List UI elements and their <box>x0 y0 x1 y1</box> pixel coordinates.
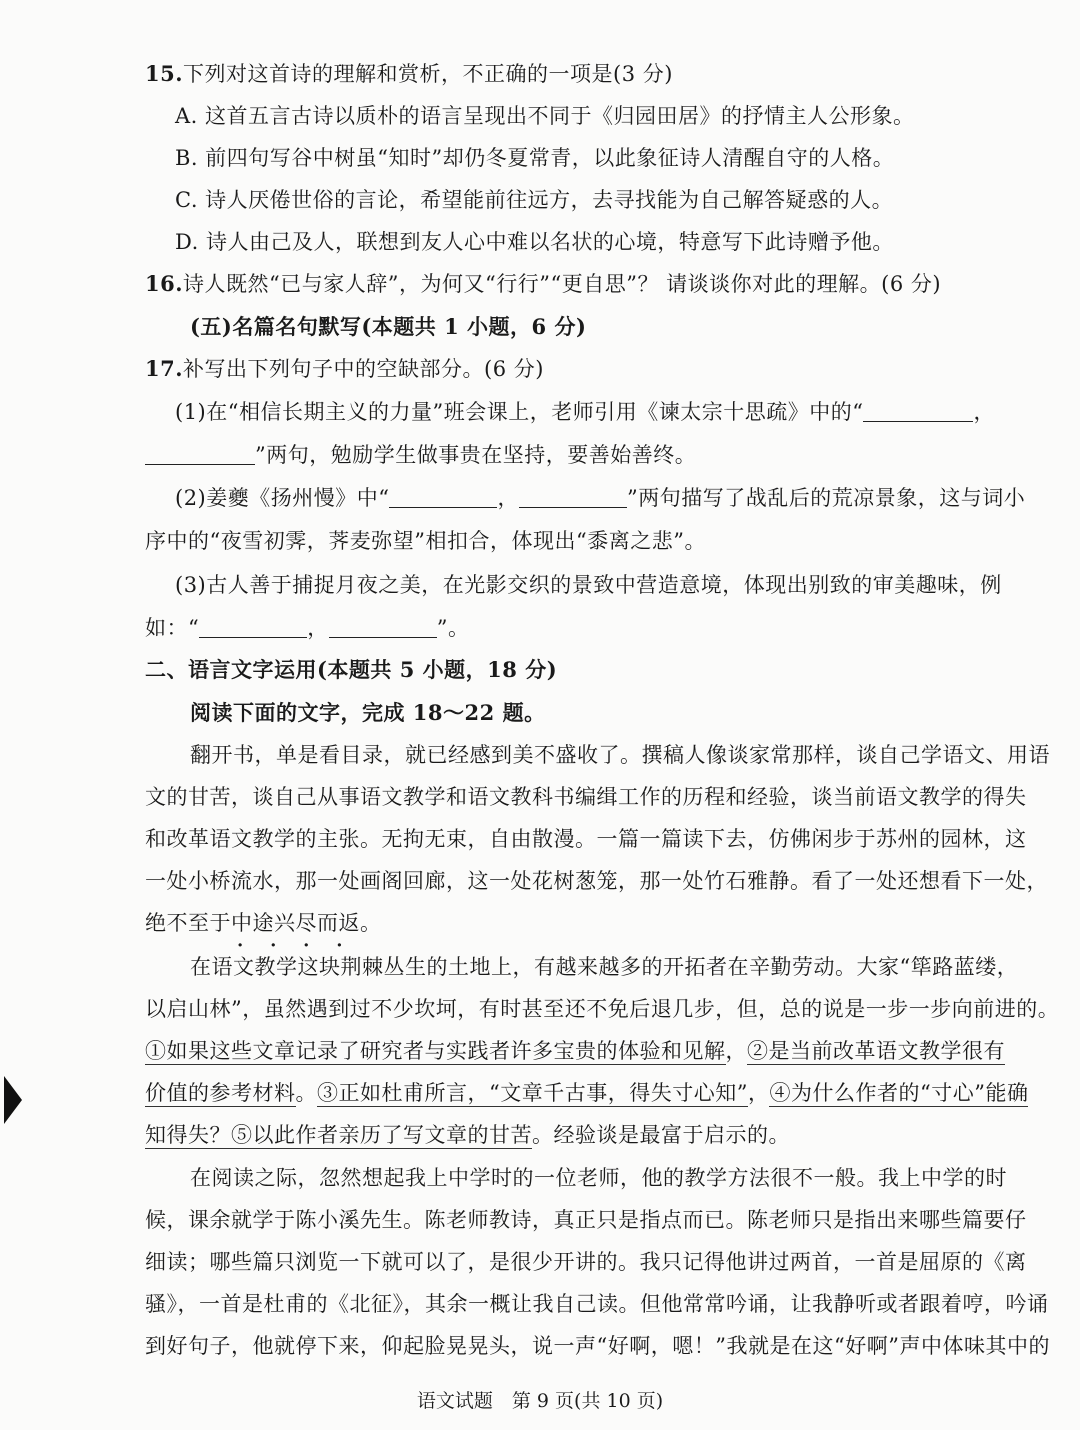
passage-p1-line5 <box>145 908 1025 938</box>
comma-2: ， <box>747 1081 770 1105</box>
q17-item3-text: 如：“ <box>145 616 200 640</box>
q17-item1-line2 <box>145 440 1025 470</box>
passage-p2-line2: 以启山林”，虽然遇到过不少坎坷，有时甚至还不免后退几步，但，总的说是一步一步向前进的。 <box>145 997 1060 1021</box>
q17-item3-line2 <box>145 613 1025 643</box>
page-marker-triangle-icon <box>4 1076 22 1124</box>
q17-item1-comma: ， <box>973 400 995 424</box>
passage-p1-line4: 一处小桥流水，那一处画阁回廊，这一处花树葱笼，那一处竹石雅静。看了一处还想看下一处， <box>145 869 1048 893</box>
passage-p1-line1: 翻开书，单是看目录，就已经感到美不盛收了。撰稿人像谈家常那样，谈自己学语文、用语 <box>190 743 1050 767</box>
q17-item1-text2: ”两句，勉励学生做事贵在坚持，要善始善终。 <box>255 443 697 467</box>
passage-p3-line1: 在阅读之际，忽然想起我上中学时的一位老师，他的教学方法很不一般。我上中学的时 <box>190 1166 1007 1190</box>
underlined-sentence-2a: ②是当前改革语文教学很有 <box>747 1039 1005 1063</box>
q17-blank-3 <box>389 485 497 508</box>
part2-title: 二、语言文字运用(本题共 5 小题，18 分) <box>145 657 558 682</box>
passage-p1-line2: 文的甘苦，谈自己从事语文教学和语文教科书编缉工作的历程和经验，谈当前语文教学的得失 <box>145 785 1027 809</box>
passage-p2-line1: 在语文教学这块荆棘丛生的土地上，有越来越多的开拓者在辛勤劳动。大家“筚路蓝缕， <box>190 955 1019 979</box>
q17-number: 17. <box>145 356 184 381</box>
q16-number: 16. <box>145 271 184 296</box>
q17-stem: 补写出下列句子中的空缺部分。(6 分) <box>183 357 544 381</box>
q17-blank-2 <box>145 442 255 465</box>
underlined-sentence-4b: 知得失？ <box>145 1123 231 1147</box>
q17-blank-1 <box>863 399 973 422</box>
q17-stem-line <box>145 354 1025 384</box>
q15-option-c: C. 诗人厌倦世俗的言论，希望能前往远方，去寻找能为自己解答疑惑的人。 <box>175 188 894 212</box>
passage-p3-line4: 骚》，一首是杜甫的《北征》，其余一概让我自己读。但他常常吟诵，让我静听或者跟着哼，吟诵 <box>145 1292 1049 1316</box>
underlined-sentence-1: ①如果这些文章记录了研究者与实践者许多宝贵的体验和见解 <box>145 1039 726 1063</box>
q15-stem: 下列对这首诗的理解和赏析，不正确的一项是(3 分) <box>183 62 673 86</box>
comma-1: ， <box>725 1039 747 1063</box>
part2-instruction: 阅读下面的文字，完成 18～22 题。 <box>190 700 546 725</box>
q17-item1-line1 <box>175 397 1055 427</box>
q17-item2-line1 <box>175 483 1055 513</box>
page-footer: 语文试题 第 9 页(共 10 页) <box>416 1390 664 1412</box>
passage-p2-end: 。经验谈是最富于启示的。 <box>532 1123 790 1147</box>
underlined-sentence-2b: 价值的参考材料 <box>145 1081 296 1105</box>
passage-p1-line5-start: 绝不至于 <box>145 911 231 935</box>
section5-title: (五)名篇名句默写(本题共 1 小题，6 分) <box>190 314 587 339</box>
q15-option-b: B. 前四句写谷中树虽“知时”却仍冬夏常青，以此象征诗人清醒自守的人格。 <box>175 146 895 170</box>
q16-stem: 诗人既然“已与家人辞”，为何又“行行”“更自思”？ 请谈谈你对此的理解。(6 分) <box>183 272 942 296</box>
q17-item2-comma: ， <box>497 486 519 510</box>
q17-blank-4 <box>519 485 627 508</box>
q17-item3-end: ”。 <box>436 616 470 640</box>
stop-1: 。 <box>295 1081 317 1105</box>
underlined-sentence-4a: ④为什么作者的“寸心”能确 <box>769 1081 1029 1105</box>
passage-p2-line3 <box>145 1036 1025 1066</box>
q17-item2-text2: ”两句描写了战乱后的荒凉景象，这与词小 <box>626 486 1026 510</box>
q17-blank-6 <box>329 615 437 638</box>
q15-number: 15. <box>145 61 184 86</box>
q17-item3-comma: ， <box>307 616 329 640</box>
passage-p1-line5-end: 而返。 <box>317 911 382 935</box>
q17-item2-text: (2)姜夔《扬州慢》中“ <box>175 486 390 510</box>
q17-blank-5 <box>199 615 307 638</box>
underlined-sentence-3: ③正如杜甫所言，“文章千古事，得失寸心知” <box>317 1081 748 1105</box>
underlined-sentence-5: ⑤以此作者亲历了写文章的甘苦 <box>231 1123 532 1147</box>
passage-p3-line2: 候，课余就学于陈小溪先生。陈老师教诗，真正只是指点而已。陈老师只是指出来哪些篇要仔 <box>145 1208 1027 1232</box>
q17-item2-line2: 序中的“夜雪初霁，荠麦弥望”相扣合，体现出“黍离之悲”。 <box>145 529 706 553</box>
q16-line <box>145 269 1025 299</box>
dotted-phrase: 中途兴尽 · · <box>231 911 317 935</box>
passage-p1-line3: 和改革语文教学的主张。无拘无束，自由散漫。一篇一篇读下去，仿佛闲步于苏州的园林，这 <box>145 827 1027 851</box>
q17-item1-text: (1)在“相信长期主义的力量”班会课上，老师引用《谏太宗十思疏》中的“ <box>175 400 864 424</box>
q17-item3-line1: (3)古人善于捕捉月夜之美，在光影交织的景致中营造意境，体现出别致的审美趣味，例 <box>175 573 1002 597</box>
q15-stem-line <box>145 59 1025 89</box>
passage-p2-line5 <box>145 1120 1025 1150</box>
passage-p3-line5: 到好句子，他就停下来，仰起脸晃晃头，说一声“好啊，嗯！”我就是在这“好啊”声中体味其中的 <box>145 1334 1050 1358</box>
passage-p2-line4 <box>145 1078 1029 1108</box>
q15-option-a: A. 这首五言古诗以质朴的语言呈现出不同于《归园田居》的抒情主人公形象。 <box>175 104 915 128</box>
passage-p3-line3: 细读；哪些篇只浏览一下就可以了，是很少开讲的。我只记得他讲过两首，一首是屈原的《离 <box>145 1250 1027 1274</box>
q15-option-d: D. 诗人由己及人，联想到友人心中难以名状的心境，特意写下此诗赠予他。 <box>175 230 894 254</box>
